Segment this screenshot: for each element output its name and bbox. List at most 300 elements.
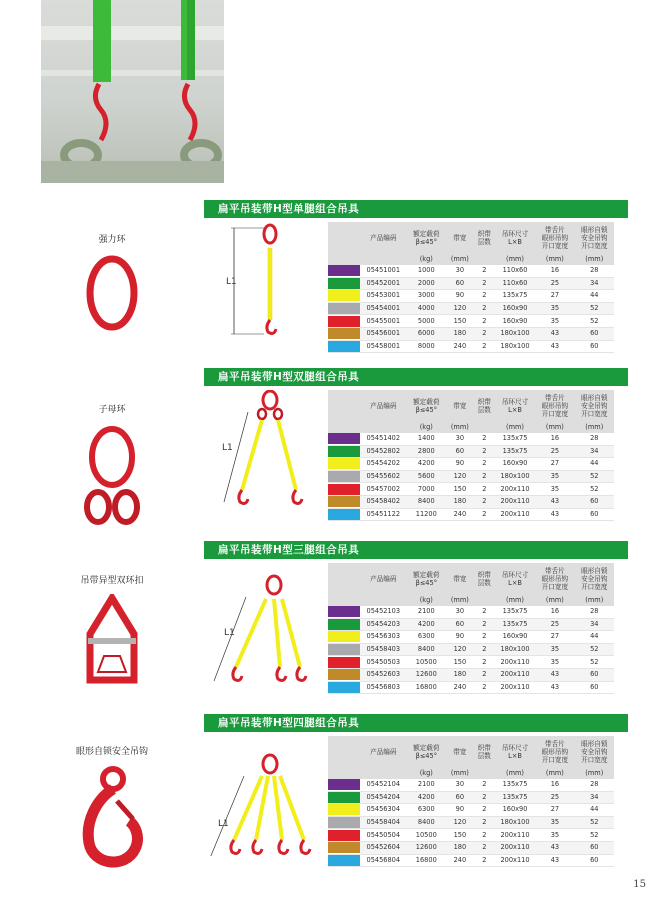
color-swatch-fill <box>328 779 360 790</box>
col-tongue-hook-opening: 带舌片 眼形吊钩 开口宽度 <box>535 736 574 767</box>
section-body <box>204 732 628 864</box>
color-swatch <box>328 841 360 854</box>
col-swatch <box>328 390 360 421</box>
color-swatch-fill <box>328 433 360 444</box>
table-cell: 2 <box>474 470 495 483</box>
table-cell: 180 <box>446 495 474 508</box>
table-cell: 2 <box>474 854 495 867</box>
table-cell: 35 <box>535 470 574 483</box>
color-swatch <box>328 277 360 290</box>
master-link-icon <box>82 253 142 333</box>
double-ring-buckle-icon <box>84 594 140 686</box>
table-cell: 150 <box>446 315 474 328</box>
color-swatch <box>328 340 360 353</box>
table-cell: 60 <box>446 277 474 290</box>
table-cell: 160x90 <box>495 315 535 328</box>
col-tongue-hook-opening: 带舌片 眼形吊钩 开口宽度 <box>535 390 574 421</box>
table-cell: 240 <box>446 340 474 353</box>
section-title: 扁平吊装带H型双腿组合吊具 <box>204 368 628 386</box>
table-cell: 120 <box>446 816 474 829</box>
table-cell: 43 <box>535 854 574 867</box>
color-swatch-fill <box>328 328 360 339</box>
unit-belt-width: (mm) <box>446 253 474 265</box>
table-cell: 52 <box>575 656 614 669</box>
color-swatch <box>328 265 360 277</box>
table-cell: 52 <box>575 302 614 315</box>
table-cell: 2 <box>474 290 495 303</box>
table-cell: 180x100 <box>495 816 535 829</box>
table-cell: 6300 <box>407 804 446 817</box>
table-cell: 30 <box>446 433 474 445</box>
product-section-three-leg <box>204 541 628 691</box>
table-cell: 60 <box>575 327 614 340</box>
table-row <box>328 445 614 458</box>
table-cell: 150 <box>446 656 474 669</box>
color-swatch-fill <box>328 631 360 642</box>
table-cell: 05450504 <box>360 829 407 842</box>
table-cell: 28 <box>575 779 614 791</box>
table-cell: 35 <box>535 302 574 315</box>
table-cell: 25 <box>535 277 574 290</box>
table-cell: 43 <box>535 668 574 681</box>
color-swatch-fill <box>328 265 360 276</box>
table-cell: 44 <box>575 804 614 817</box>
table-cell: 35 <box>535 483 574 496</box>
col-tongue-hook-opening: 带舌片 眼形吊钩 开口宽度 <box>535 563 574 594</box>
table-cell: 60 <box>575 681 614 694</box>
color-swatch-fill <box>328 290 360 301</box>
table-cell: 5000 <box>407 315 446 328</box>
unit-tongue-hook: (mm) <box>535 253 574 265</box>
color-swatch <box>328 643 360 656</box>
table-cell: 05455602 <box>360 470 407 483</box>
table-cell: 05456001 <box>360 327 407 340</box>
col-product-code: 产品编码 <box>360 390 407 421</box>
section-title: 扁平吊装带H型单腿组合吊具 <box>204 200 628 218</box>
side-item-label: 吊带异型双环扣 <box>80 576 144 586</box>
table-cell: 90 <box>446 631 474 644</box>
table-cell: 43 <box>535 508 574 521</box>
col-ring-size: 吊环尺寸 L×B <box>495 222 535 253</box>
table-cell: 2 <box>474 495 495 508</box>
side-item-label: 眼形自锁安全吊钩 <box>75 747 148 757</box>
table-cell: 43 <box>535 340 574 353</box>
side-item-master-link <box>57 232 167 337</box>
table-row <box>328 327 614 340</box>
table-cell: 1400 <box>407 433 446 445</box>
col-layers: 织带 层数 <box>474 563 495 594</box>
length-label: L1 <box>224 628 235 638</box>
color-swatch-fill <box>328 278 360 289</box>
unit-lock-hook: (mm) <box>575 767 614 779</box>
table-row <box>328 315 614 328</box>
unit-lock-hook: (mm) <box>575 253 614 265</box>
color-swatch-fill <box>328 509 360 520</box>
unit-swatch <box>328 253 360 265</box>
table-cell: 90 <box>446 804 474 817</box>
table-cell: 05451402 <box>360 433 407 445</box>
col-belt-width: 带宽 <box>446 563 474 594</box>
col-layers: 织带 层数 <box>474 222 495 253</box>
table-row <box>328 804 614 817</box>
color-swatch-fill <box>328 303 360 314</box>
color-swatch <box>328 302 360 315</box>
table-cell: 43 <box>535 495 574 508</box>
table-cell: 2 <box>474 315 495 328</box>
table-cell: 05451001 <box>360 265 407 277</box>
unit-layers <box>474 253 495 265</box>
table-cell: 160x90 <box>495 631 535 644</box>
sling-photo-graphic <box>41 0 224 183</box>
table-cell: 52 <box>575 829 614 842</box>
table-cell: 180x100 <box>495 327 535 340</box>
table-cell: 60 <box>575 668 614 681</box>
section-body <box>204 559 628 691</box>
unit-belt-width: (mm) <box>446 594 474 606</box>
table-cell: 2 <box>474 265 495 277</box>
table-cell: 135x75 <box>495 290 535 303</box>
color-swatch <box>328 508 360 521</box>
color-swatch <box>328 606 360 618</box>
section-body <box>204 218 628 350</box>
color-swatch-fill <box>328 817 360 828</box>
table-cell: 2 <box>474 277 495 290</box>
unit-belt-width: (mm) <box>446 421 474 433</box>
table-cell: 44 <box>575 631 614 644</box>
photo-base <box>41 161 224 183</box>
color-swatch-fill <box>328 458 360 469</box>
table-cell: 05456304 <box>360 804 407 817</box>
table-cell: 2 <box>474 606 495 618</box>
table-cell: 5600 <box>407 470 446 483</box>
color-swatch <box>328 804 360 817</box>
table-cell: 150 <box>446 483 474 496</box>
color-swatch-fill <box>328 657 360 668</box>
table-cell: 60 <box>446 618 474 631</box>
table-cell: 60 <box>446 445 474 458</box>
lifting-photo <box>41 0 224 183</box>
color-swatch-fill <box>328 484 360 495</box>
table-cell: 4200 <box>407 791 446 804</box>
color-swatch <box>328 668 360 681</box>
table-cell: 200x110 <box>495 681 535 694</box>
table-cell: 8000 <box>407 340 446 353</box>
table-cell: 05456303 <box>360 631 407 644</box>
table-cell: 200x110 <box>495 841 535 854</box>
unit-lock-hook: (mm) <box>575 421 614 433</box>
table-cell: 60 <box>575 841 614 854</box>
table-cell: 160x90 <box>495 458 535 471</box>
table-cell: 150 <box>446 829 474 842</box>
table-cell: 30 <box>446 265 474 277</box>
table-cell: 2 <box>474 618 495 631</box>
color-swatch <box>328 791 360 804</box>
table-cell: 12600 <box>407 841 446 854</box>
single-leg-diagram <box>204 222 328 342</box>
table-cell: 240 <box>446 681 474 694</box>
table-cell: 05451122 <box>360 508 407 521</box>
unit-rated-load: (kg) <box>407 594 446 606</box>
table-cell: 12600 <box>407 668 446 681</box>
col-lock-hook-opening: 眼形自锁 安全吊钩 开口宽度 <box>575 563 614 594</box>
table-cell: 25 <box>535 791 574 804</box>
table-body <box>328 433 614 521</box>
color-swatch-fill <box>328 830 360 841</box>
table-cell: 35 <box>535 315 574 328</box>
unit-product-code <box>360 253 407 265</box>
side-item-self-locking-hook <box>57 744 167 877</box>
table-cell: 8400 <box>407 643 446 656</box>
table-cell: 135x75 <box>495 791 535 804</box>
table-row <box>328 483 614 496</box>
table-cell: 2 <box>474 668 495 681</box>
table-cell: 44 <box>575 290 614 303</box>
unit-rated-load: (kg) <box>407 253 446 265</box>
unit-layers <box>474 594 495 606</box>
color-swatch <box>328 445 360 458</box>
unit-swatch <box>328 767 360 779</box>
table-cell: 2 <box>474 841 495 854</box>
length-label: L1 <box>222 443 233 453</box>
table-cell: 05454202 <box>360 458 407 471</box>
table-cell: 52 <box>575 315 614 328</box>
table-cell: 52 <box>575 483 614 496</box>
table-cell: 10500 <box>407 829 446 842</box>
table-cell: 180x100 <box>495 643 535 656</box>
table-cell: 27 <box>535 804 574 817</box>
col-tongue-hook-opening: 带舌片 眼形吊钩 开口宽度 <box>535 222 574 253</box>
product-section-single-leg <box>204 200 628 350</box>
table-row <box>328 340 614 353</box>
table-row <box>328 277 614 290</box>
unit-ring-size: (mm) <box>495 767 535 779</box>
table-cell: 28 <box>575 433 614 445</box>
table-row <box>328 302 614 315</box>
table-cell: 30 <box>446 606 474 618</box>
color-swatch-fill <box>328 341 360 352</box>
table-cell: 35 <box>535 816 574 829</box>
side-item-sling-double-ring <box>57 573 167 690</box>
color-swatch-fill <box>328 644 360 655</box>
color-swatch <box>328 290 360 303</box>
color-swatch <box>328 483 360 496</box>
table-cell: 27 <box>535 290 574 303</box>
table-cell: 7000 <box>407 483 446 496</box>
table-cell: 2100 <box>407 779 446 791</box>
color-swatch <box>328 631 360 644</box>
table-row <box>328 290 614 303</box>
table-cell: 2 <box>474 483 495 496</box>
table-row <box>328 618 614 631</box>
table-cell: 16 <box>535 606 574 618</box>
color-swatch-fill <box>328 471 360 482</box>
table-row <box>328 508 614 521</box>
color-swatch-fill <box>328 855 360 866</box>
col-rated-load: 额定载荷 β≤45° <box>407 390 446 421</box>
side-item-label: 强力环 <box>98 235 126 245</box>
color-swatch <box>328 854 360 867</box>
table-cell: 25 <box>535 618 574 631</box>
col-lock-hook-opening: 眼形自锁 安全吊钩 开口宽度 <box>575 736 614 767</box>
table-cell: 35 <box>535 829 574 842</box>
table-cell: 16800 <box>407 854 446 867</box>
table-cell: 8400 <box>407 816 446 829</box>
table-cell: 16 <box>535 265 574 277</box>
table-cell: 43 <box>535 841 574 854</box>
table-cell: 2 <box>474 681 495 694</box>
product-section-four-leg <box>204 714 628 864</box>
table-cell: 43 <box>535 327 574 340</box>
table-cell: 16800 <box>407 681 446 694</box>
table-row <box>328 495 614 508</box>
unit-product-code <box>360 594 407 606</box>
three-leg-diagram <box>204 563 328 683</box>
table-cell: 60 <box>575 508 614 521</box>
table-cell: 135x75 <box>495 445 535 458</box>
page-number: 15 <box>633 879 646 890</box>
table-cell: 34 <box>575 445 614 458</box>
table-cell: 135x75 <box>495 433 535 445</box>
table-body <box>328 265 614 353</box>
table-cell: 35 <box>535 656 574 669</box>
table-cell: 05458404 <box>360 816 407 829</box>
table-cell: 60 <box>446 791 474 804</box>
table-cell: 2800 <box>407 445 446 458</box>
table-cell: 180x100 <box>495 470 535 483</box>
table-cell: 30 <box>446 779 474 791</box>
col-swatch <box>328 736 360 767</box>
table-body <box>328 779 614 867</box>
table-cell: 10500 <box>407 656 446 669</box>
unit-rated-load: (kg) <box>407 421 446 433</box>
table-cell: 2 <box>474 791 495 804</box>
col-product-code: 产品编码 <box>360 736 407 767</box>
table-row <box>328 470 614 483</box>
color-swatch <box>328 458 360 471</box>
color-swatch-fill <box>328 619 360 630</box>
table-cell: 34 <box>575 277 614 290</box>
table-cell: 05458403 <box>360 643 407 656</box>
table-cell: 2 <box>474 327 495 340</box>
table-cell: 05452603 <box>360 668 407 681</box>
col-ring-size: 吊环尺寸 L×B <box>495 736 535 767</box>
unit-swatch <box>328 594 360 606</box>
col-lock-hook-opening: 眼形自锁 安全吊钩 开口宽度 <box>575 390 614 421</box>
table-cell: 90 <box>446 458 474 471</box>
table-cell: 2 <box>474 458 495 471</box>
table-cell: 2 <box>474 816 495 829</box>
table-row <box>328 841 614 854</box>
color-swatch <box>328 656 360 669</box>
table-cell: 16 <box>535 779 574 791</box>
table-cell: 90 <box>446 290 474 303</box>
table-cell: 200x110 <box>495 495 535 508</box>
table-row <box>328 458 614 471</box>
color-swatch <box>328 470 360 483</box>
color-swatch-fill <box>328 792 360 803</box>
table-cell: 180 <box>446 668 474 681</box>
table-cell: 2 <box>474 445 495 458</box>
two-leg-diagram <box>204 390 328 510</box>
col-product-code: 产品编码 <box>360 222 407 253</box>
table-cell: 120 <box>446 470 474 483</box>
unit-layers <box>474 421 495 433</box>
table-cell: 6000 <box>407 327 446 340</box>
table-cell: 05450503 <box>360 656 407 669</box>
table-cell: 05458001 <box>360 340 407 353</box>
col-lock-hook-opening: 眼形自锁 安全吊钩 开口宽度 <box>575 222 614 253</box>
table-cell: 135x75 <box>495 779 535 791</box>
table-cell: 4200 <box>407 618 446 631</box>
color-swatch <box>328 495 360 508</box>
table-cell: 52 <box>575 816 614 829</box>
table-cell: 2100 <box>407 606 446 618</box>
table-cell: 160x90 <box>495 302 535 315</box>
table-cell: 135x75 <box>495 618 535 631</box>
table-cell: 200x110 <box>495 854 535 867</box>
table-row <box>328 433 614 445</box>
table-cell: 35 <box>535 643 574 656</box>
color-swatch-fill <box>328 804 360 815</box>
four-leg-diagram <box>204 736 328 856</box>
table-cell: 05452802 <box>360 445 407 458</box>
table-row <box>328 854 614 867</box>
table-cell: 1000 <box>407 265 446 277</box>
table-cell: 05452604 <box>360 841 407 854</box>
table-cell: 27 <box>535 458 574 471</box>
color-swatch <box>328 327 360 340</box>
color-swatch-fill <box>328 842 360 853</box>
spec-table <box>328 390 614 521</box>
table-cell: 05456803 <box>360 681 407 694</box>
section-body <box>204 386 628 518</box>
table-cell: 135x75 <box>495 606 535 618</box>
color-swatch-fill <box>328 446 360 457</box>
table-cell: 2 <box>474 829 495 842</box>
table-cell: 160x90 <box>495 804 535 817</box>
unit-product-code <box>360 421 407 433</box>
table-cell: 4200 <box>407 458 446 471</box>
table-cell: 2 <box>474 302 495 315</box>
unit-ring-size: (mm) <box>495 421 535 433</box>
col-swatch <box>328 563 360 594</box>
table-row <box>328 643 614 656</box>
table-row <box>328 681 614 694</box>
table-row <box>328 606 614 618</box>
table-cell: 180 <box>446 327 474 340</box>
color-swatch <box>328 681 360 694</box>
table-cell: 180 <box>446 841 474 854</box>
product-section-two-leg <box>204 368 628 518</box>
color-swatch-fill <box>328 316 360 327</box>
col-belt-width: 带宽 <box>446 736 474 767</box>
table-row <box>328 829 614 842</box>
unit-tongue-hook: (mm) <box>535 421 574 433</box>
unit-tongue-hook: (mm) <box>535 767 574 779</box>
spec-table <box>328 222 614 353</box>
table-cell: 2 <box>474 804 495 817</box>
table-row <box>328 631 614 644</box>
section-title: 扁平吊装带H型三腿组合吊具 <box>204 541 628 559</box>
table-cell: 6300 <box>407 631 446 644</box>
table-row <box>328 779 614 791</box>
table-cell: 52 <box>575 643 614 656</box>
table-cell: 2 <box>474 433 495 445</box>
table-cell: 16 <box>535 433 574 445</box>
table-cell: 2 <box>474 340 495 353</box>
color-swatch <box>328 816 360 829</box>
color-swatch <box>328 618 360 631</box>
